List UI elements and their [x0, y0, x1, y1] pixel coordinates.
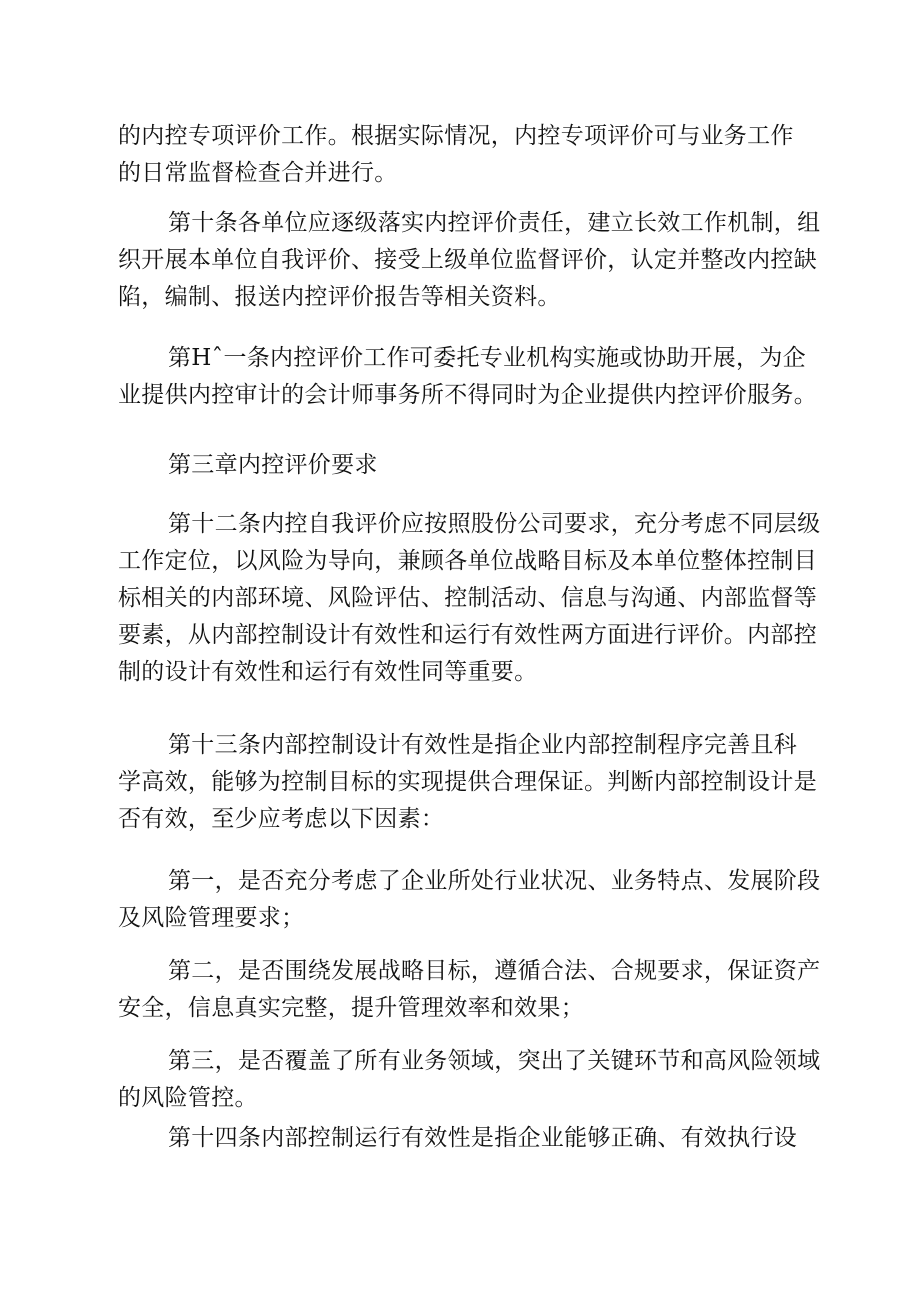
article-11	[118, 340, 818, 414]
text-line: 及风险管理要求；	[118, 905, 305, 931]
text-line: 第十二条内控自我评价应按照股份公司要求，充分考虑不同层级	[168, 511, 821, 537]
text-line: 否有效，至少应考虑以下因素：	[118, 806, 445, 832]
factor-third	[118, 1043, 821, 1117]
text-line: 的风险管控。	[118, 1085, 258, 1111]
text-line: 第Hˆ一条内控评价工作可委托专业机构实施或协助开展，为企	[168, 345, 806, 371]
text-line: 要素，从内部控制设计有效性和运行有效性两方面进行评价。内部控	[118, 622, 817, 648]
article-12	[118, 506, 821, 691]
text-line: 安全，信息真实完整，提升管理效率和效果；	[118, 995, 584, 1021]
text-line: 制的设计有效性和运行有效性同等重要。	[118, 659, 538, 685]
text-line: 第二，是否围绕发展战略目标，遵循合法、合规要求，保证资产	[168, 958, 821, 984]
factor-first	[118, 863, 821, 937]
article-10	[118, 205, 821, 316]
text-line: 第三，是否覆盖了所有业务领域，突出了关键环节和高风险领域	[168, 1048, 821, 1074]
article-13	[118, 727, 818, 838]
text-line: 的内控专项评价工作。根据实际情况，内控专项评价可与业务工作	[118, 123, 794, 149]
text-line: 第十条各单位应逐级落实内控评价责任，建立长效工作机制，组	[168, 210, 821, 236]
text-line: 第一，是否充分考虑了企业所处行业状况、业务特点、发展阶段	[168, 868, 821, 894]
text-line: 第十四条内部控制运行有效性是指企业能够正确、有效执行设	[168, 1125, 798, 1151]
text-line: 业提供内控审计的会计师事务所不得同时为企业提供内控评价服务。	[118, 382, 817, 408]
article-14	[118, 1120, 818, 1157]
text-line: 标相关的内部环境、风险评估、控制活动、信息与沟通、内部监督等	[118, 585, 817, 611]
paragraph-continuation	[118, 118, 818, 192]
text-line: 的日常监督检查合并进行。	[118, 160, 398, 186]
text-line: 第十三条内部控制设计有效性是指企业内部控制程序完善且科	[168, 732, 798, 758]
text-line: 工作定位，以风险为导向，兼顾各单位战略目标及本单位整体控制目	[118, 548, 817, 574]
text-line: 织开展本单位自我评价、接受上级单位监督评价，认定并整改内控缺	[118, 247, 817, 273]
text-line: 陷，编制、报送内控评价报告等相关资料。	[118, 284, 561, 310]
factor-second	[118, 953, 821, 1027]
chapter-heading: 第三章内控评价要求	[168, 452, 378, 478]
text-line: 学高效，能够为控制目标的实现提供合理保证。判断内部控制设计是	[118, 769, 817, 795]
